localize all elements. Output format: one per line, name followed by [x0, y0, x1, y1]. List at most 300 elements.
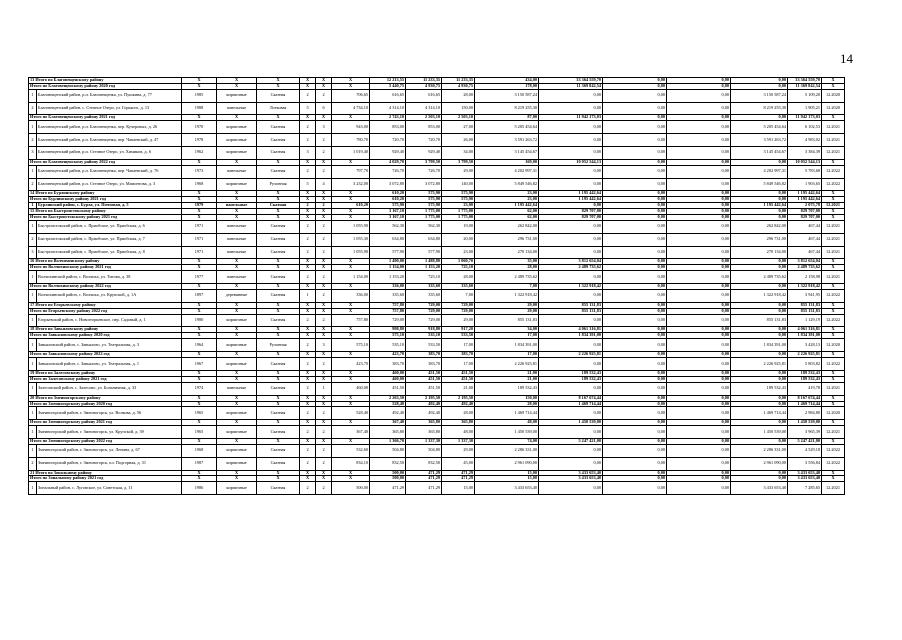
- cell: 423,70: [370, 352, 406, 358]
- cell: 757,80: [370, 302, 406, 308]
- cell: 1 490,00: [370, 259, 406, 265]
- cell: 2 489 735,62: [731, 271, 788, 284]
- cell: 3 150 587,24: [731, 89, 788, 102]
- cell: 829 707,00: [539, 215, 603, 221]
- cell: 0,00: [667, 314, 731, 327]
- cell: 365,80: [406, 420, 442, 426]
- cell: 26,00: [442, 134, 475, 147]
- cell: X: [182, 352, 217, 358]
- cell: 5 803,82: [788, 358, 822, 371]
- cell: 3: [316, 339, 332, 352]
- cell: 3 167,10: [370, 209, 406, 215]
- cell: 335,60: [406, 284, 442, 290]
- row-label: 13 Итого по Благовещенскому району: [29, 78, 182, 84]
- cell: 0,00: [731, 159, 788, 165]
- cell: 0,00: [539, 102, 603, 115]
- row-number: 1: [29, 358, 37, 371]
- cell: 3 591 263,72: [731, 134, 788, 147]
- cell: 5 849 546,82: [475, 178, 539, 191]
- cell: 3 941,95: [788, 290, 822, 303]
- cell: X: [217, 395, 257, 401]
- cell: X: [332, 265, 370, 271]
- cell: 2: [316, 290, 332, 303]
- cell: 12.2022: [822, 314, 845, 327]
- cell: X: [300, 302, 316, 308]
- cell: X: [257, 308, 300, 314]
- cell: 729,00: [406, 302, 442, 308]
- cell: 336,00: [370, 284, 406, 290]
- row-number: 1: [29, 426, 37, 439]
- cell: 0,00: [667, 221, 731, 234]
- row-number: 1: [29, 271, 37, 284]
- cell: 634,80: [370, 233, 406, 246]
- cell: X: [332, 83, 370, 89]
- cell: 0,00: [603, 259, 667, 265]
- cell: 7 285,65: [788, 482, 822, 495]
- cell: X: [182, 159, 217, 165]
- cell: 929,40: [406, 147, 442, 160]
- cell: X: [257, 159, 300, 165]
- cell: 0,00: [667, 352, 731, 358]
- cell: 575,90: [406, 203, 442, 209]
- cell: 2: [316, 457, 332, 470]
- row-number: 1: [29, 314, 37, 327]
- cell: 62,00: [475, 215, 539, 221]
- cell: 1 775,00: [442, 209, 475, 215]
- cell: X: [300, 191, 316, 197]
- cell: 492,40: [442, 401, 475, 407]
- cell: 1 905,21: [788, 102, 822, 115]
- cell: 0,00: [603, 165, 667, 178]
- cell: 0,00: [731, 327, 788, 333]
- cell: 33 364 559,70: [788, 78, 822, 84]
- cell: 5: [300, 178, 316, 191]
- cell: деревянные: [217, 290, 257, 303]
- cell: 1 337,30: [406, 438, 442, 444]
- cell: X: [217, 197, 257, 203]
- cell: 2: [316, 165, 332, 178]
- cell: 3: [300, 147, 316, 160]
- cell: 832,50: [406, 457, 442, 470]
- row-label: Итого по Зональному району 2021 год: [29, 476, 182, 482]
- cell: 1 322 918,42: [475, 290, 539, 303]
- row-label: Итого по Волчихинскому району 2022 год: [29, 284, 182, 290]
- cell: X: [316, 333, 332, 339]
- cell: 12.2021: [822, 134, 845, 147]
- cell: X: [182, 376, 217, 382]
- cell: 0,00: [603, 426, 667, 439]
- cell: 383,70: [406, 358, 442, 371]
- cell: 1 154,00: [332, 271, 370, 284]
- cell: 1: [316, 382, 332, 395]
- cell: 729,00: [442, 302, 475, 308]
- cell: 2: [300, 246, 316, 259]
- cell: 0,00: [603, 221, 667, 234]
- cell: 726,70: [406, 165, 442, 178]
- cell: 0,00: [731, 333, 788, 339]
- cell: 1986: [182, 482, 217, 495]
- cell: 1967: [182, 358, 217, 371]
- cell: 471,29: [406, 476, 442, 482]
- cell: 262 842,00: [731, 221, 788, 234]
- address-cell: Благовещенский район, р.п. Благовещенка, ул. Пушкина, д. 77: [37, 89, 182, 102]
- cell: 0,00: [667, 147, 731, 160]
- cell: 0,00: [667, 327, 731, 333]
- cell: 12.2022: [822, 290, 845, 303]
- cell: 535,10: [370, 339, 406, 352]
- cell: X: [822, 78, 845, 84]
- cell: X: [257, 83, 300, 89]
- cell: Скатная: [257, 426, 300, 439]
- cell: кирпичные: [217, 482, 257, 495]
- cell: 0,00: [603, 203, 667, 209]
- cell: 0,00: [603, 178, 667, 191]
- address-cell: Змеиногорский район, г. Змеиногорск, пл. Подгорная, д. 31: [37, 457, 182, 470]
- cell: 1 153,20: [406, 265, 442, 271]
- cell: X: [257, 265, 300, 271]
- cell: 29,00: [442, 444, 475, 457]
- cell: X: [316, 159, 332, 165]
- cell: X: [217, 401, 257, 407]
- cell: 1979: [182, 203, 217, 209]
- cell: 4 314,10: [406, 102, 442, 115]
- row-number: 1: [29, 221, 37, 234]
- cell: 0,00: [667, 382, 731, 395]
- cell: Рулонная: [257, 178, 300, 191]
- cell: X: [257, 333, 300, 339]
- cell: 2 286 331,00: [475, 444, 539, 457]
- cell: 0,00: [667, 457, 731, 470]
- cell: 720,70: [370, 134, 406, 147]
- cell: 5 109,20: [788, 89, 822, 102]
- cell: 1 775,00: [406, 209, 442, 215]
- cell: 3 072,80: [406, 178, 442, 191]
- cell: 189 532,43: [731, 382, 788, 395]
- cell: 367,40: [332, 426, 370, 439]
- cell: 367,40: [370, 420, 406, 426]
- cell: 1 366,70: [370, 438, 406, 444]
- address-cell: Волчихинский район, с. Волчиха, ул. Титова, д. 38: [37, 271, 182, 284]
- cell: 0,00: [539, 246, 603, 259]
- cell: панельные: [217, 246, 257, 259]
- cell: 270 134,00: [731, 246, 788, 259]
- cell: X: [822, 159, 845, 165]
- cell: 0,00: [667, 376, 731, 382]
- cell: Скатная: [257, 482, 300, 495]
- cell: X: [217, 376, 257, 382]
- address-cell: Благовещенский район, р.п. Благовещенка, пер. Чапаевский, д. 47: [37, 134, 182, 147]
- cell: 855 131,83: [475, 314, 539, 327]
- cell: 5: [300, 102, 316, 115]
- cell: 11 942 173,03: [788, 115, 822, 121]
- cell: 3: [316, 121, 332, 134]
- capital-repair-table: [28, 77, 845, 495]
- address-cell: Завьяловский район, с. Завьялово, ул. Театральная, д. 3: [37, 339, 182, 352]
- cell: 1 488,80: [406, 259, 442, 265]
- cell: 0,00: [731, 215, 788, 221]
- cell: 1971: [182, 221, 217, 234]
- cell: 1 195 442,64: [539, 197, 603, 203]
- cell: 720,70: [406, 134, 442, 147]
- cell: 3 433 653,40: [539, 470, 603, 476]
- cell: 0,00: [603, 102, 667, 115]
- cell: 0,00: [603, 352, 667, 358]
- cell: 575,90: [442, 191, 475, 197]
- cell: 532,60: [332, 444, 370, 457]
- cell: X: [300, 420, 316, 426]
- cell: 20,00: [442, 233, 475, 246]
- cell: 2: [316, 147, 332, 160]
- cell: 1 775,00: [442, 215, 475, 221]
- cell: 471,29: [406, 482, 442, 495]
- cell: 29,00: [475, 302, 539, 308]
- cell: 855 131,83: [539, 302, 603, 308]
- cell: 4 930,75: [406, 83, 442, 89]
- cell: X: [217, 259, 257, 265]
- cell: 471,29: [442, 476, 475, 482]
- cell: 1964: [182, 339, 217, 352]
- cell: 0,00: [539, 407, 603, 420]
- cell: X: [257, 470, 300, 476]
- cell: 12 213,55: [370, 78, 406, 84]
- cell: X: [300, 115, 316, 121]
- cell: X: [217, 284, 257, 290]
- address-cell: Благовещенский район, р.п. Благовещенка, пер. Кучеровых, д. 26: [37, 121, 182, 134]
- cell: X: [332, 438, 370, 444]
- cell: X: [332, 302, 370, 308]
- cell: X: [332, 209, 370, 215]
- cell: 0,00: [603, 470, 667, 476]
- cell: X: [182, 476, 217, 482]
- cell: 0,00: [539, 178, 603, 191]
- cell: X: [257, 352, 300, 358]
- cell: 0,00: [667, 284, 731, 290]
- cell: X: [316, 259, 332, 265]
- cell: 4 202 997,31: [731, 165, 788, 178]
- cell: 610,20: [370, 197, 406, 203]
- cell: 0,00: [667, 121, 731, 134]
- cell: X: [182, 83, 217, 89]
- cell: 12.2020: [822, 89, 845, 102]
- cell: X: [300, 308, 316, 314]
- cell: 1 903,65: [788, 178, 822, 191]
- cell: X: [822, 401, 845, 407]
- cell: 853,00: [406, 121, 442, 134]
- cell: 3 965,39: [788, 426, 822, 439]
- cell: 1 153,20: [370, 271, 406, 284]
- row-number: 2: [29, 134, 37, 147]
- cell: кирпичные: [217, 444, 257, 457]
- cell: 0,00: [603, 159, 667, 165]
- cell: 2: [300, 444, 316, 457]
- cell: 12.2021: [822, 147, 845, 160]
- cell: 189 532,43: [539, 376, 603, 382]
- cell: 2: [300, 407, 316, 420]
- cell: 577,90: [406, 246, 442, 259]
- cell: Скатная: [257, 407, 300, 420]
- cell: 2 489 735,62: [475, 271, 539, 284]
- cell: 3 812 654,04: [788, 259, 822, 265]
- cell: 23,00: [442, 203, 475, 209]
- cell: 0,00: [603, 265, 667, 271]
- cell: 2: [300, 271, 316, 284]
- cell: 336,00: [332, 290, 370, 303]
- cell: 0,00: [603, 308, 667, 314]
- cell: 492,40: [406, 407, 442, 420]
- table-row: [29, 147, 845, 160]
- cell: 1 055,90: [332, 221, 370, 234]
- row-label: 14 Итого по Бурлинскому району: [29, 191, 182, 197]
- cell: 3 232,00: [332, 178, 370, 191]
- cell: 500,00: [370, 476, 406, 482]
- row-number: 1: [29, 339, 37, 352]
- cell: 6: [316, 102, 332, 115]
- cell: X: [217, 438, 257, 444]
- cell: 0,00: [603, 407, 667, 420]
- cell: X: [332, 78, 370, 84]
- cell: 726,70: [370, 165, 406, 178]
- table-row: [29, 233, 845, 246]
- cell: 0,00: [603, 233, 667, 246]
- cell: 3 145 454,67: [731, 147, 788, 160]
- cell: 150,00: [442, 102, 475, 115]
- cell: Скатная: [257, 203, 300, 209]
- cell: 575,10: [332, 339, 370, 352]
- cell: 2: [316, 89, 332, 102]
- cell: X: [257, 209, 300, 215]
- cell: 0,00: [539, 426, 603, 439]
- cell: 12.2020: [822, 102, 845, 115]
- cell: панельные: [217, 271, 257, 284]
- cell: 8 167 674,44: [539, 395, 603, 401]
- cell: 729,00: [370, 314, 406, 327]
- cell: 0,00: [667, 83, 731, 89]
- cell: X: [300, 259, 316, 265]
- cell: X: [217, 308, 257, 314]
- cell: 1 469 714,44: [788, 401, 822, 407]
- cell: 460,00: [370, 376, 406, 382]
- cell: 917,20: [442, 327, 475, 333]
- cell: 451,50: [406, 376, 442, 382]
- cell: 5 440,75: [370, 83, 406, 89]
- cell: X: [182, 370, 217, 376]
- cell: 3 433 653,40: [731, 482, 788, 495]
- cell: 1974: [182, 382, 217, 395]
- cell: X: [332, 115, 370, 121]
- cell: 797,70: [332, 165, 370, 178]
- cell: X: [822, 259, 845, 265]
- cell: X: [300, 265, 316, 271]
- cell: 0,00: [603, 134, 667, 147]
- cell: 0,00: [539, 89, 603, 102]
- cell: 1 834 391,00: [788, 333, 822, 339]
- cell: 3 799,50: [442, 159, 475, 165]
- cell: кирпичные: [217, 121, 257, 134]
- cell: 0,00: [539, 457, 603, 470]
- cell: X: [316, 308, 332, 314]
- cell: 1 195 442,64: [731, 203, 788, 209]
- cell: X: [257, 438, 300, 444]
- cell: 3 556,84: [788, 457, 822, 470]
- row-number: 1: [29, 407, 37, 420]
- cell: 575,90: [442, 197, 475, 203]
- cell: 1971: [182, 233, 217, 246]
- cell: X: [217, 191, 257, 197]
- cell: 23,00: [442, 246, 475, 259]
- cell: 45,00: [442, 457, 475, 470]
- address-cell: Залесовский район, с. Залесово, ул. Больничная, д. 33: [37, 382, 182, 395]
- cell: X: [300, 476, 316, 482]
- cell: 23,00: [475, 197, 539, 203]
- table-row: [29, 444, 845, 457]
- cell: 2: [300, 314, 316, 327]
- cell: 29,00: [442, 165, 475, 178]
- cell: 12.2021: [822, 221, 845, 234]
- cell: X: [316, 78, 332, 84]
- cell: 0,00: [603, 271, 667, 284]
- table-row: [29, 221, 845, 234]
- cell: 451,50: [442, 370, 475, 376]
- row-number: 1: [29, 203, 37, 209]
- cell: 383,70: [442, 352, 475, 358]
- cell: X: [332, 376, 370, 382]
- cell: X: [217, 352, 257, 358]
- cell: 0,00: [603, 83, 667, 89]
- cell: 12.2021: [822, 271, 845, 284]
- cell: 2: [300, 482, 316, 495]
- cell: 28,00: [475, 401, 539, 407]
- cell: 335,60: [442, 284, 475, 290]
- cell: X: [217, 209, 257, 215]
- cell: X: [257, 191, 300, 197]
- cell: 0,00: [731, 308, 788, 314]
- cell: кирпичные: [217, 147, 257, 160]
- cell: 0,00: [667, 333, 731, 339]
- cell: 998,80: [370, 327, 406, 333]
- cell: 28,00: [442, 271, 475, 284]
- cell: X: [217, 327, 257, 333]
- cell: X: [332, 395, 370, 401]
- cell: 0,00: [667, 215, 731, 221]
- cell: 0,00: [539, 121, 603, 134]
- cell: кирпичные: [217, 178, 257, 191]
- cell: 460,00: [370, 370, 406, 376]
- cell: X: [316, 83, 332, 89]
- cell: 943,00: [332, 121, 370, 134]
- cell: X: [332, 215, 370, 221]
- cell: 2 226 925,81: [788, 352, 822, 358]
- cell: Скатная: [257, 382, 300, 395]
- cell: X: [316, 265, 332, 271]
- cell: X: [316, 209, 332, 215]
- cell: 2 984,80: [788, 407, 822, 420]
- cell: X: [217, 159, 257, 165]
- cell: 28,00: [442, 407, 475, 420]
- cell: X: [822, 438, 845, 444]
- cell: 21,00: [442, 382, 475, 395]
- cell: 0,00: [731, 115, 788, 121]
- cell: панельные: [217, 221, 257, 234]
- cell: X: [316, 115, 332, 121]
- cell: 1 834 391,00: [539, 333, 603, 339]
- cell: X: [316, 197, 332, 203]
- cell: 2: [316, 426, 332, 439]
- cell: 0,00: [667, 246, 731, 259]
- cell: 1 834 391,00: [731, 339, 788, 352]
- cell: кирпичные: [217, 134, 257, 147]
- cell: X: [182, 197, 217, 203]
- cell: Скатная: [257, 444, 300, 457]
